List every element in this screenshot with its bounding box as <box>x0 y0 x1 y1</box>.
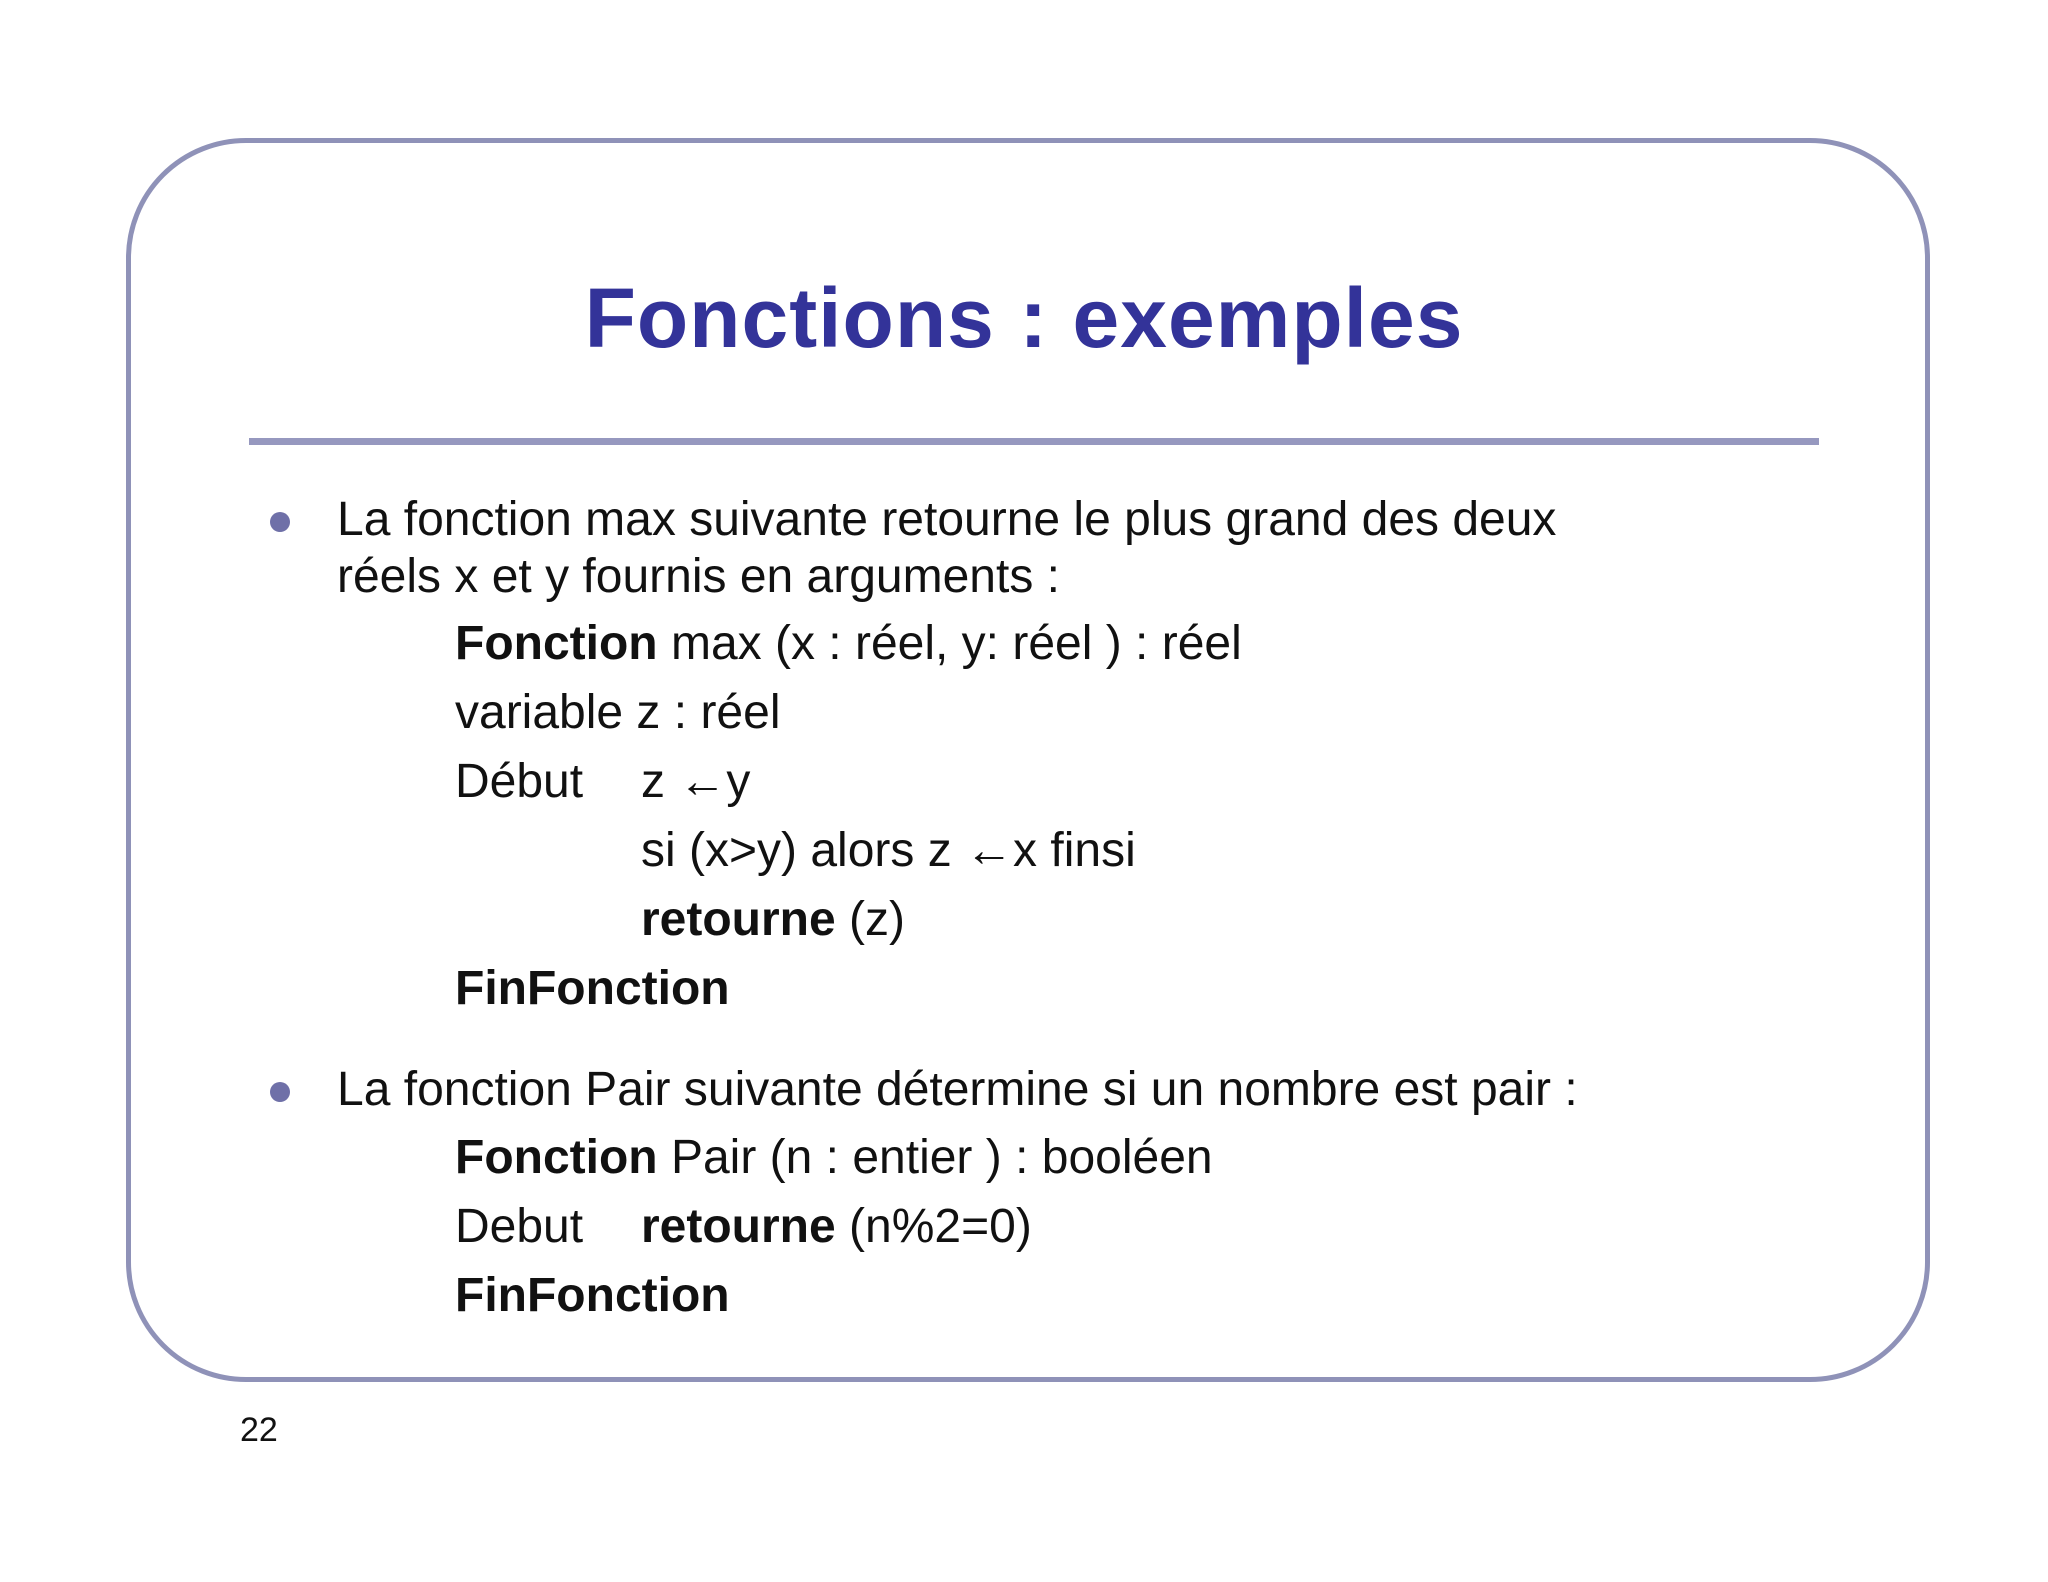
code-line-debut-label: Début <box>455 755 584 808</box>
bullet1-text-line2: réels x et y fournis en arguments : <box>337 550 1060 603</box>
keyword: Fonction <box>455 1131 658 1184</box>
code-text: Pair (n : entier ) : booléen <box>657 1131 1213 1184</box>
bullet-dot-icon <box>270 512 290 532</box>
keyword: Fonction <box>455 617 658 670</box>
code-text: (z) <box>835 893 906 946</box>
code-line-return <box>641 890 905 950</box>
page-number: 22 <box>240 1411 278 1449</box>
code-line-return <box>641 1197 1032 1257</box>
keyword: retourne <box>641 893 836 946</box>
slide-title: Fonctions : exemples <box>584 271 1464 365</box>
code-line-end: FinFonction <box>455 962 730 1015</box>
code-text: (n%2=0) <box>835 1200 1032 1253</box>
code-line-debut-label: Debut <box>455 1200 584 1253</box>
keyword: retourne <box>641 1200 836 1253</box>
code-line-function-signature <box>455 614 1242 674</box>
bullet-dot-icon <box>270 1082 290 1102</box>
code-line-assign: z ←y <box>641 755 751 808</box>
bullet2-text-line1: La fonction Pair suivante détermine si un nombre est pair : <box>337 1063 1578 1116</box>
bullet1-text-line1: La fonction max suivante retourne le plus grand des deux <box>337 493 1557 546</box>
title-divider <box>249 438 1819 445</box>
code-text: max (x : réel, y: réel ) : réel <box>657 617 1242 670</box>
code-line-condition: si (x>y) alors z ←x finsi <box>641 824 1136 877</box>
code-line-end: FinFonction <box>455 1269 730 1322</box>
code-line-variable: variable z : réel <box>455 686 781 739</box>
code-line-function-signature <box>455 1128 1213 1188</box>
